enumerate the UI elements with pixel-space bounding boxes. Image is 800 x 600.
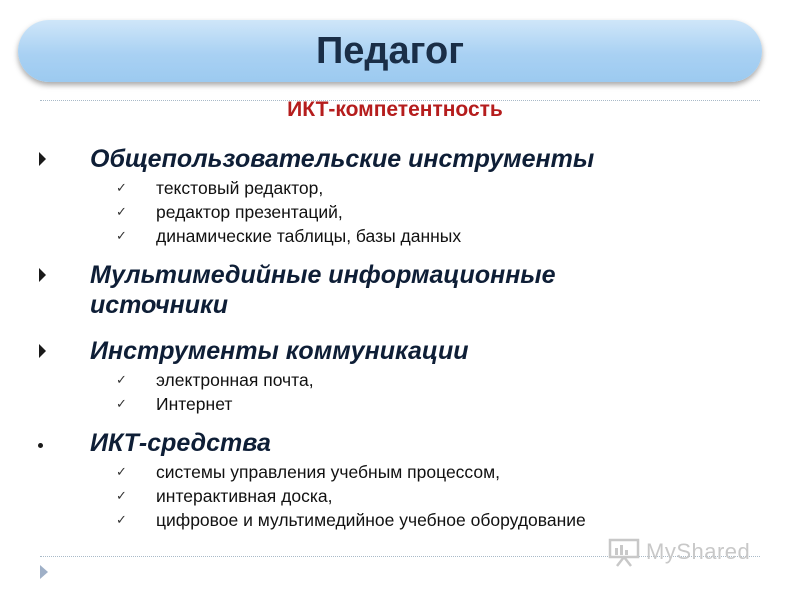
presentation-board-icon — [608, 537, 640, 567]
checkmark-icon: ✓ — [116, 488, 127, 503]
list-item — [116, 392, 756, 416]
section-title-line: Общепользовательские инструменты — [90, 145, 595, 173]
slide-title: Педагог — [315, 29, 465, 72]
section-title — [90, 260, 756, 320]
list-item-text: системы управления учебным процессом, — [156, 462, 500, 482]
list-item-text: Интернет — [156, 394, 233, 414]
section-title-line: Инструменты коммуникации — [90, 337, 469, 365]
item-list — [116, 368, 756, 416]
checkmark-icon: ✓ — [116, 396, 127, 411]
section-title — [90, 144, 756, 174]
slide-subtitle: ИКТ-компетентность — [287, 98, 503, 121]
list-item — [116, 176, 756, 200]
checkmark-icon: ✓ — [116, 228, 127, 243]
title-banner — [18, 20, 762, 82]
section-multimedia-sources — [36, 260, 756, 320]
section-title-line: источники — [90, 291, 228, 319]
list-item — [116, 508, 756, 532]
list-item-text: интерактивная доска, — [156, 486, 333, 506]
checkmark-icon: ✓ — [116, 180, 127, 195]
checkmark-icon: ✓ — [116, 372, 127, 387]
checkmark-icon: ✓ — [116, 464, 127, 479]
list-item — [116, 224, 756, 248]
section-ict-means — [36, 428, 756, 532]
list-item-text: электронная почта, — [156, 370, 314, 390]
checkmark-icon: ✓ — [116, 204, 127, 219]
bullet-list — [36, 140, 756, 532]
watermark — [608, 537, 750, 567]
item-list — [116, 460, 756, 532]
arrow-bullet-icon — [39, 152, 46, 166]
section-title-line: Мультимедийные информационные — [90, 261, 556, 289]
list-item — [116, 460, 756, 484]
dot-bullet-icon — [38, 443, 43, 448]
item-list — [116, 176, 756, 248]
watermark-text: MyShared — [646, 539, 751, 564]
section-communication-tools — [36, 336, 756, 416]
list-item-text: динамические таблицы, базы данных — [156, 226, 462, 246]
list-item — [116, 200, 756, 224]
checkmark-icon: ✓ — [116, 512, 127, 527]
list-item — [116, 484, 756, 508]
arrow-bullet-icon — [39, 268, 46, 282]
list-item — [116, 368, 756, 392]
list-item-text: текстовый редактор, — [156, 178, 324, 198]
list-item-text: цифровое и мультимедийное учебное оборудование — [156, 510, 586, 530]
section-title — [90, 428, 756, 458]
section-title — [90, 336, 756, 366]
slide-nav-arrow-icon[interactable] — [40, 565, 48, 579]
list-item-text: редактор презентаций, — [156, 202, 343, 222]
section-title-line: ИКТ-средства — [90, 429, 271, 457]
arrow-bullet-icon — [39, 344, 46, 358]
section-general-tools — [36, 144, 756, 248]
